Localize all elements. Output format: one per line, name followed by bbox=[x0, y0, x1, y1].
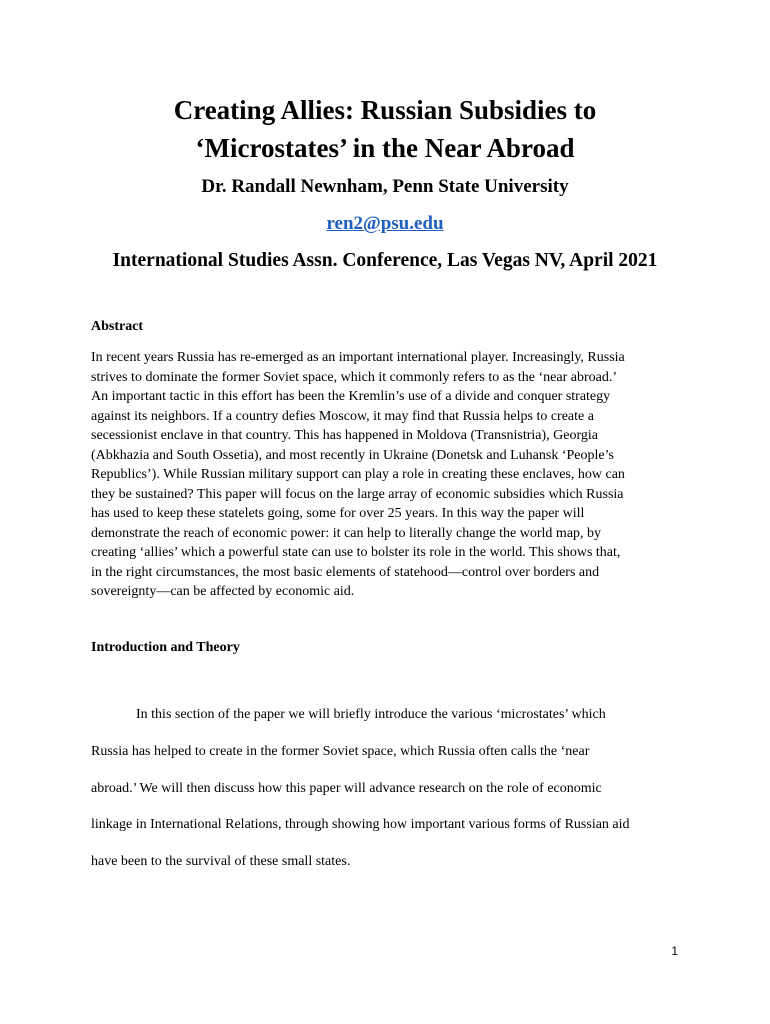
author-line: Dr. Randall Newnham, Penn State University bbox=[201, 176, 569, 197]
page-number: 1 bbox=[671, 944, 678, 958]
introduction-line: linkage in International Relations, through showing how important various forms of Russian aid bbox=[91, 817, 630, 833]
paper-title bbox=[0, 91, 770, 167]
abstract-line: has used to keep these statelets going, some for over 25 years. In this way the paper will bbox=[91, 506, 585, 521]
title-line-2: ‘Microstates’ in the Near Abroad bbox=[195, 133, 575, 163]
title-line-1: Creating Allies: Russian Subsidies to bbox=[173, 95, 597, 125]
abstract-line: demonstrate the reach of economic power: it can help to literally change the world map, by bbox=[91, 525, 602, 541]
abstract-line: secessionist enclave in that country. This has happened in Moldova (Transnistria), Georgia bbox=[91, 428, 599, 443]
abstract-line: In recent years Russia has re-emerged as an important international player. Increasingly, Russia bbox=[91, 350, 625, 365]
introduction-line: abroad.’ We will then discuss how this paper will advance research on the role of economic bbox=[91, 780, 602, 796]
introduction-line: have been to the survival of these small states. bbox=[91, 854, 351, 870]
abstract-line: (Abkhazia and South Ossetia), and most recently in Ukraine (Donetsk and Luhansk ‘People’s bbox=[91, 447, 614, 463]
abstract-line: An important tactic in this effort has been the Kremlin’s use of a divide and conquer strategy bbox=[91, 389, 611, 404]
abstract-line: they be sustained? This paper will focus on the large array of economic subsidies which Russia bbox=[91, 486, 624, 502]
introduction-line: In this section of the paper we will briefly introduce the various ‘microstates’ which bbox=[136, 707, 606, 722]
abstract-line: against its neighbors. If a country defies Moscow, it may find that Russia helps to create a bbox=[91, 408, 594, 424]
email-line bbox=[0, 211, 770, 237]
introduction-line: Russia has helped to create in the former Soviet space, which Russia often calls the ‘near bbox=[91, 743, 590, 759]
abstract-line: strives to dominate the former Soviet space, which it commonly refers to as the ‘near abroad.’ bbox=[91, 369, 617, 385]
introduction-body bbox=[91, 697, 681, 881]
conference-line: International Studies Assn. Conference, Las Vegas NV, April 2021 bbox=[112, 250, 658, 271]
abstract-line: Republics’). While Russian military support can play a role in creating these enclaves, how can bbox=[91, 467, 625, 482]
abstract-line: in the right circumstances, the most basic elements of statehood—control over borders and bbox=[91, 564, 600, 580]
abstract-body bbox=[91, 348, 681, 602]
abstract-line: creating ‘allies’ which a powerful state can use to bolster its role in the world. This shows that, bbox=[91, 545, 621, 560]
email-link[interactable]: ren2@psu.edu bbox=[326, 213, 444, 234]
abstract-line: sovereignty—can be affected by economic aid. bbox=[91, 584, 355, 599]
introduction-heading: Introduction and Theory bbox=[91, 640, 240, 655]
abstract-heading: Abstract bbox=[91, 319, 144, 334]
